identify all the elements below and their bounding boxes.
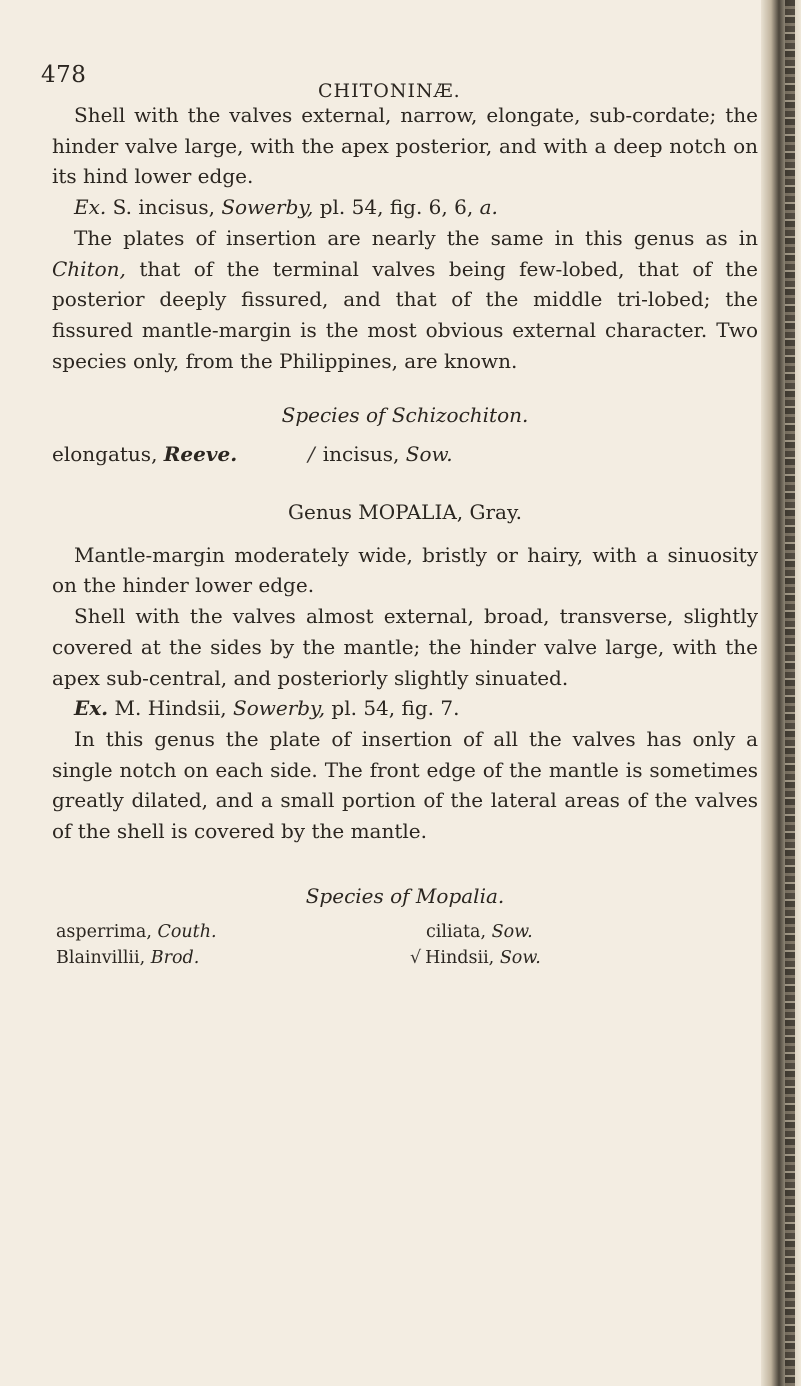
example-species: S. incisus, (112, 195, 215, 220)
genus-prefix: Genus (288, 500, 352, 525)
species-heading-schizochiton: Species of Schizochiton. (281, 403, 529, 428)
species-item (308, 439, 453, 470)
genus-author: Gray. (469, 500, 522, 525)
mantle-margin-paragraph: Mantle-margin moderately wide, bristly or hairy, with a sinuosity on the hinder lower edge. (52, 542, 758, 598)
species-item (56, 945, 199, 971)
species-row (52, 945, 758, 971)
species-name: Hindsii, (425, 948, 495, 969)
species-item (410, 945, 541, 971)
insertion-notch-paragraph: In this genus the plate of insertion of all the valves has only a single notch on each side. The front edge of the mantle is sometimes greatly dilated, and a small portion of the lateral areas of the valves of the shell is covered by the mantle. (52, 726, 758, 844)
example-author: Sowerby, (233, 696, 326, 721)
example-line-schizochiton (52, 192, 758, 223)
species-item (426, 919, 533, 945)
example-author: Sowerby, (221, 195, 314, 220)
species-name: incisus, (322, 442, 400, 467)
example-label: Ex. (74, 696, 109, 721)
example-line-mopalia (52, 693, 758, 724)
example-ref: pl. 54, fig. 6, 6, (319, 195, 474, 220)
pencil-check-mark: √ (410, 948, 422, 969)
species-author: Brod. (150, 948, 200, 969)
book-edge-pages (785, 0, 795, 1386)
species-name: Blainvillii, (56, 948, 146, 969)
species-item (52, 439, 237, 470)
paragraph-text-a: The plates of insertion are nearly the same in this genus as in (74, 225, 758, 250)
shell-description-paragraph: Shell with the valves external, narrow, elongate, sub-cordate; the hinder valve large, with the apex posterior, and with a deep notch on its hind lower edge. (52, 103, 758, 189)
chiton-genus: Chiton, (52, 256, 126, 281)
species-author: Sow. (405, 442, 453, 467)
species-list-mopalia (52, 919, 758, 971)
species-author: Couth. (157, 922, 217, 943)
example-species: M. Hindsii, (114, 696, 227, 721)
genus-heading (52, 497, 758, 528)
example-label: Ex. (74, 195, 107, 220)
species-name: elongatus, (52, 442, 158, 467)
example-ref: pl. 54, fig. 7. (331, 696, 460, 721)
genus-name: MOPALIA, (358, 500, 464, 525)
book-edge (761, 0, 801, 1386)
species-name: ciliata, (426, 922, 487, 943)
pencil-check-mark: / (308, 442, 315, 467)
species-list-schizochiton (52, 439, 758, 471)
page-number: 478 (41, 62, 87, 88)
species-author: Sow. (499, 948, 541, 969)
species-name: asperrima, (56, 922, 152, 943)
insertion-plates-paragraph (52, 223, 758, 377)
example-fig: a. (479, 195, 498, 220)
species-author: Reeve. (163, 442, 238, 467)
species-row (52, 919, 758, 945)
shell-valves-paragraph: Shell with the valves almost external, broad, transverse, slightly covered at the sides by the mantle; the hinder valve large, with the apex sub-central, and posteriorly slightly sinuated. (52, 604, 758, 690)
running-title: CHITONINÆ. (318, 80, 461, 102)
body-text (52, 100, 758, 971)
paragraph-text-b: that of the terminal valves being few-lobed, that of the posterior deeply fissured, and that of the middle tri-lobed; the fissured mantle-margin is the most obvious external character. Two species only, from the Philippines, are known. (52, 256, 758, 373)
species-author: Sow. (491, 922, 533, 943)
species-item (56, 919, 217, 945)
species-heading-mopalia: Species of Mopalia. (305, 883, 505, 908)
